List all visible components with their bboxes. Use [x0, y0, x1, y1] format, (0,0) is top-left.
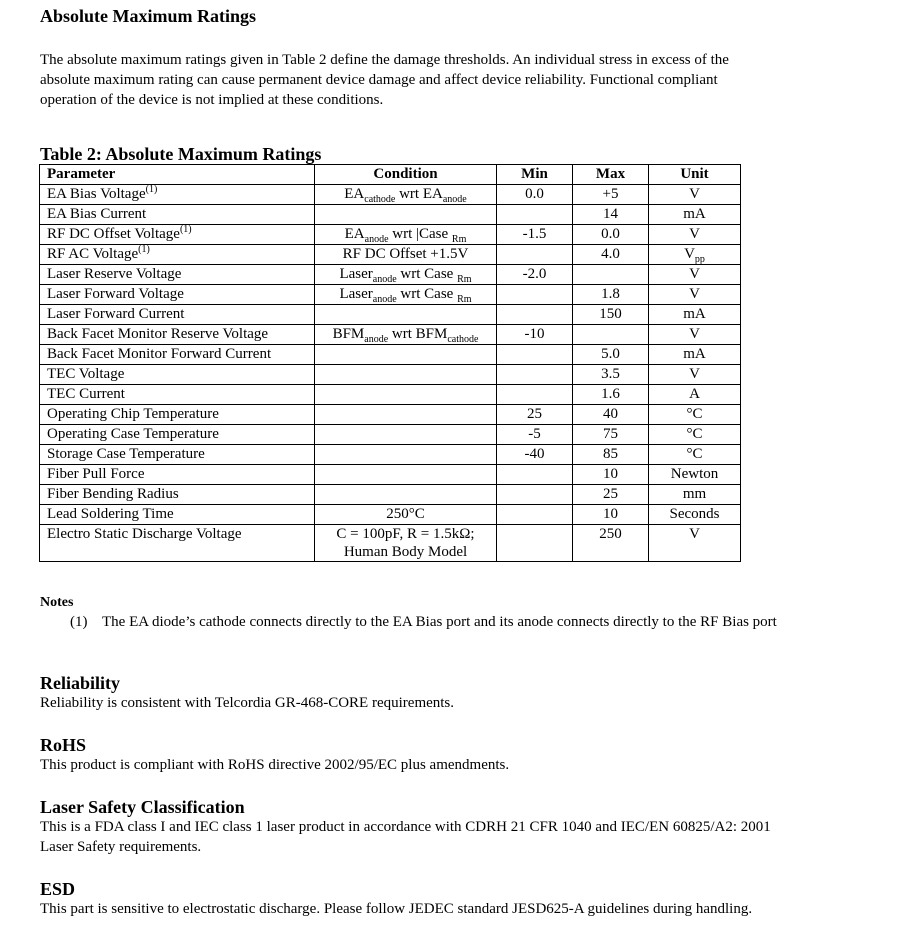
intro-line: absolute maximum rating can cause permanent device damage and affect device reliability. Functional compliant: [40, 72, 718, 88]
page-heading: Absolute Maximum Ratings: [40, 6, 257, 26]
section-text: This is a FDA class I and IEC class 1 laser product in accordance with CDRH 21 CFR 1040 and IEC/EN 60825/A2: 2001: [40, 819, 771, 835]
table-row: [40, 245, 741, 265]
table-row: [40, 485, 741, 505]
cell-max: 14: [573, 205, 649, 225]
cell-parameter: TEC Current: [40, 385, 315, 405]
section-reliability: [40, 673, 454, 713]
header-unit: Unit: [649, 165, 741, 185]
cell-min: [497, 245, 573, 265]
table-row: [40, 265, 741, 285]
cell-min: [497, 205, 573, 225]
cell-unit: V: [649, 185, 741, 205]
table-row: [40, 205, 741, 225]
section-title: RoHS: [40, 735, 87, 755]
cell-unit: V: [649, 265, 741, 285]
note-number: (1): [70, 614, 88, 630]
rich-text: EA: [344, 186, 365, 202]
cell-condition: [315, 385, 497, 405]
cell-min: [497, 345, 573, 365]
cell-max: +5: [573, 185, 649, 205]
cell-condition: [315, 205, 497, 225]
section-text: This product is compliant with RoHS directive 2002/95/EC plus amendments.: [40, 757, 510, 773]
cell-min: [497, 365, 573, 385]
table-row: [40, 405, 741, 425]
table-row: [40, 325, 741, 345]
subscript: anode: [372, 274, 397, 285]
note-item: [70, 612, 777, 632]
cell-parameter: Operating Chip Temperature: [40, 405, 315, 425]
cell-parameter: RF DC Offset Voltage$^{(1)}$: [40, 225, 315, 245]
cell-parameter: Operating Case Temperature: [40, 425, 315, 445]
cell-unit: V: [649, 225, 741, 245]
table-row: [40, 305, 741, 325]
table-row: [40, 385, 741, 405]
cell-max: 10: [573, 505, 649, 525]
cell-condition: [315, 445, 497, 465]
cell-parameter: RF AC Voltage$^{(1)}$: [40, 245, 315, 265]
section-laser-safety: [40, 797, 771, 857]
cell-condition: [315, 225, 497, 245]
cell-min: [497, 525, 573, 562]
cell-condition: 250°C: [315, 505, 497, 525]
cell-max: 0.0: [573, 225, 649, 245]
cell-max: [573, 265, 649, 285]
cell-unit: mA: [649, 205, 741, 225]
rich-text: wrt Case: [396, 286, 458, 302]
cell-min: [497, 285, 573, 305]
rich-text: BFM: [332, 326, 365, 342]
cell-min: [497, 305, 573, 325]
cell-parameter: Back Facet Monitor Reserve Voltage: [40, 325, 315, 345]
cell-unit: mm: [649, 485, 741, 505]
cell-max: 250: [573, 525, 649, 562]
cell-unit: °C: [649, 445, 741, 465]
subscript: cathode: [364, 194, 396, 205]
table-row: [40, 345, 741, 365]
table-header-row: [40, 165, 741, 185]
cell-max: 25: [573, 485, 649, 505]
cell-unit: mA: [649, 305, 741, 325]
cell-condition: [315, 285, 497, 305]
table-row: [40, 365, 741, 385]
cell-condition: [315, 405, 497, 425]
cell-parameter: Laser Forward Voltage: [40, 285, 315, 305]
table-row: [40, 505, 741, 525]
cell-parameter: Fiber Pull Force: [40, 465, 315, 485]
rich-text: EA: [344, 226, 365, 242]
subscript: Rm: [451, 234, 467, 245]
header-condition: Condition: [315, 165, 497, 185]
cell-parameter: Lead Soldering Time: [40, 505, 315, 525]
table-row: [40, 185, 741, 205]
cell-parameter: TEC Voltage: [40, 365, 315, 385]
cell-max: 10: [573, 465, 649, 485]
cell-max: 1.8: [573, 285, 649, 305]
rich-text: V: [684, 246, 695, 262]
cell-max: 5.0: [573, 345, 649, 365]
cell-condition: [315, 365, 497, 385]
cell-unit: Newton: [649, 465, 741, 485]
cell-unit: V: [649, 325, 741, 345]
cell-condition: [315, 485, 497, 505]
cell-condition: [315, 185, 497, 205]
table-row: [40, 445, 741, 465]
cell-parameter: Storage Case Temperature: [40, 445, 315, 465]
subscript: anode: [372, 294, 397, 305]
section-text: This part is sensitive to electrostatic discharge. Please follow JEDEC standard JESD625-A guidelines during handling.: [40, 901, 753, 917]
cell-min: [497, 385, 573, 405]
subscript: anode: [442, 194, 467, 205]
cell-max: 1.6: [573, 385, 649, 405]
cell-min: -40: [497, 445, 573, 465]
intro-line: operation of the device is not implied at these conditions.: [40, 92, 384, 108]
subscript: Rm: [457, 274, 472, 285]
cell-parameter: EA Bias Current: [40, 205, 315, 225]
section-rohs: [40, 735, 509, 775]
cell-max: 150: [573, 305, 649, 325]
cell-max: 85: [573, 445, 649, 465]
cell-condition: [315, 465, 497, 485]
header-max: Max: [573, 165, 649, 185]
footnote-ref: (1): [138, 244, 150, 255]
ratings-table: [39, 164, 741, 562]
header-min: Min: [497, 165, 573, 185]
cell-parameter: Laser Forward Current: [40, 305, 315, 325]
table-row: [40, 465, 741, 485]
section-title: Reliability: [40, 673, 120, 693]
cell-parameter: EA Bias Voltage$^{(1)}$: [40, 185, 315, 205]
cell-unit: V: [649, 285, 741, 305]
section-title: ESD: [40, 879, 76, 899]
cell-unit: V: [649, 525, 741, 562]
cell-min: -2.0: [497, 265, 573, 285]
table-row: [40, 425, 741, 445]
subscript: pp: [694, 254, 705, 265]
cell-unit: °C: [649, 405, 741, 425]
footnote-ref: (1): [179, 224, 192, 235]
section-title: Laser Safety Classification: [40, 797, 245, 817]
rich-text: wrt Case: [396, 266, 458, 282]
cell-min: [497, 485, 573, 505]
cell-max: 40: [573, 405, 649, 425]
cell-min: 0.0: [497, 185, 573, 205]
cell-condition: [315, 325, 497, 345]
section-text: Reliability is consistent with Telcordia GR-468-CORE requirements.: [40, 695, 455, 711]
intro-paragraph: [40, 50, 880, 110]
cell-min: -1.5: [497, 225, 573, 245]
table-row: [40, 225, 741, 245]
cell-unit: °C: [649, 425, 741, 445]
rich-text: wrt EA: [395, 186, 443, 202]
cell-parameter: Back Facet Monitor Forward Current: [40, 345, 315, 365]
rich-text: Laser: [339, 266, 373, 282]
cell-parameter: Laser Reserve Voltage: [40, 265, 315, 285]
intro-line: The absolute maximum ratings given in Table 2 define the damage thresholds. An individual stress in excess of the: [40, 52, 729, 68]
cell-max: 75: [573, 425, 649, 445]
rich-text: Laser: [339, 286, 373, 302]
cell-condition: C = 100pF, R = 1.5kΩ; Human Body Model: [315, 525, 497, 562]
rich-text: wrt BFM: [388, 326, 448, 342]
cell-parameter: Electro Static Discharge Voltage: [40, 525, 315, 562]
subscript: Rm: [457, 294, 472, 305]
subscript: anode: [364, 234, 389, 245]
cell-min: [497, 505, 573, 525]
cell-condition: [315, 265, 497, 285]
cell-min: -5: [497, 425, 573, 445]
subscript: anode: [364, 334, 389, 345]
cell-parameter: Fiber Bending Radius: [40, 485, 315, 505]
cell-condition: [315, 345, 497, 365]
note-text: The EA diode’s cathode connects directly to the EA Bias port and its anode connects directly to the RF Bias port: [102, 614, 777, 630]
rich-text: wrt |Case: [388, 226, 452, 242]
header-parameter: Parameter: [40, 165, 315, 185]
cell-min: 25: [497, 405, 573, 425]
table-row: [40, 285, 741, 305]
cell-unit: Seconds: [649, 505, 741, 525]
section-esd: [40, 879, 752, 919]
cell-max: 4.0: [573, 245, 649, 265]
cell-condition: RF DC Offset +1.5V: [315, 245, 497, 265]
cell-unit: V: [649, 365, 741, 385]
cell-unit: A: [649, 385, 741, 405]
cell-min: -10: [497, 325, 573, 345]
cell-condition: [315, 305, 497, 325]
footnote-ref: (1): [145, 184, 158, 195]
cell-max: 3.5: [573, 365, 649, 385]
table-title: Table 2: Absolute Maximum Ratings: [40, 144, 322, 164]
cell-min: [497, 465, 573, 485]
section-text: Laser Safety requirements.: [40, 839, 202, 855]
cell-unit: mA: [649, 345, 741, 365]
cell-condition: [315, 425, 497, 445]
table-row: [40, 525, 741, 562]
notes-title: Notes: [40, 595, 74, 610]
subscript: cathode: [447, 334, 479, 345]
cell-unit: [649, 245, 741, 265]
cell-max: [573, 325, 649, 345]
